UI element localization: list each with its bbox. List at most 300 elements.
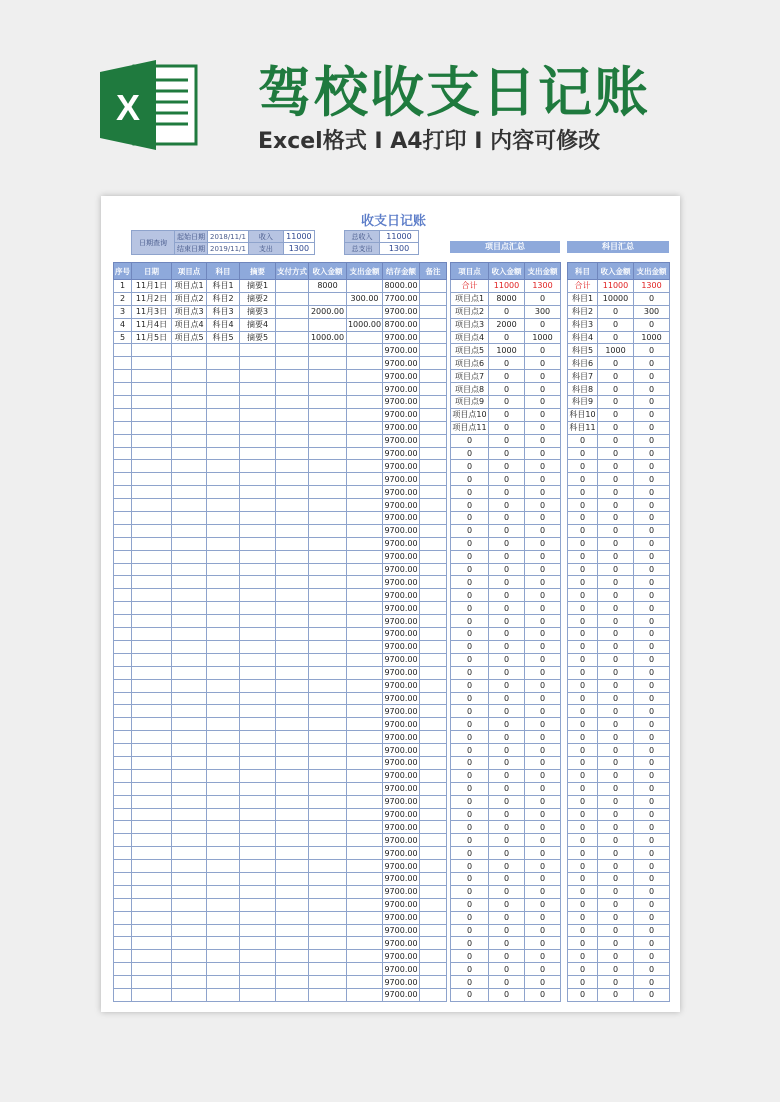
table-cell[interactable]: 0 [489, 628, 525, 641]
table-cell[interactable]: 0 [451, 847, 489, 860]
table-cell[interactable] [347, 602, 383, 615]
table-cell[interactable]: 0 [568, 576, 598, 589]
table-cell[interactable]: 0 [634, 744, 670, 757]
table-cell[interactable]: 9700.00 [384, 732, 418, 742]
table-cell[interactable]: 0 [634, 576, 670, 589]
table-cell[interactable] [240, 872, 276, 885]
table-cell[interactable] [240, 963, 276, 976]
table-cell[interactable]: 项目点3 [451, 318, 489, 331]
table-cell[interactable] [114, 512, 132, 525]
table-cell[interactable]: 0 [489, 383, 525, 396]
table-cell[interactable]: 9700.00 [384, 809, 418, 819]
table-cell[interactable] [309, 963, 347, 976]
table-cell[interactable]: 0 [451, 615, 489, 628]
table-cell[interactable]: 9700.00 [384, 822, 418, 832]
table-cell[interactable] [347, 421, 383, 434]
table-cell[interactable] [276, 499, 309, 512]
table-cell[interactable] [172, 512, 207, 525]
table-cell[interactable] [420, 963, 447, 976]
table-cell[interactable] [240, 563, 276, 576]
table-cell[interactable]: 0 [451, 524, 489, 537]
table-cell[interactable]: 0 [568, 537, 598, 550]
table-cell[interactable] [207, 537, 240, 550]
table-cell[interactable]: 0 [598, 692, 634, 705]
table-cell[interactable] [276, 305, 309, 318]
table-cell[interactable]: 科目5 [568, 344, 598, 357]
table-cell[interactable]: 0 [489, 486, 525, 499]
table-cell[interactable]: 0 [489, 602, 525, 615]
table-cell[interactable] [240, 808, 276, 821]
table-cell[interactable] [309, 718, 347, 731]
table-cell[interactable]: 0 [598, 988, 634, 1001]
table-cell[interactable]: 0 [568, 434, 598, 447]
table-cell[interactable]: 0 [598, 473, 634, 486]
table-cell[interactable] [276, 782, 309, 795]
table-cell[interactable]: 0 [451, 808, 489, 821]
table-cell[interactable] [276, 950, 309, 963]
table-cell[interactable] [240, 795, 276, 808]
table-cell[interactable] [240, 769, 276, 782]
table-cell[interactable] [347, 512, 383, 525]
table-cell[interactable] [420, 292, 447, 305]
table-cell[interactable] [309, 937, 347, 950]
table-cell[interactable]: 0 [525, 550, 561, 563]
table-cell[interactable] [420, 589, 447, 602]
table-cell[interactable]: 0 [634, 847, 670, 860]
table-cell[interactable] [132, 563, 172, 576]
table-cell[interactable] [207, 576, 240, 589]
table-cell[interactable] [347, 847, 383, 860]
table-cell[interactable]: 2 [114, 292, 132, 305]
table-cell[interactable] [309, 666, 347, 679]
table-cell[interactable] [309, 731, 347, 744]
table-cell[interactable] [207, 911, 240, 924]
table-cell[interactable] [132, 988, 172, 1001]
table-cell[interactable]: 0 [525, 473, 561, 486]
table-cell[interactable] [420, 331, 447, 344]
table-cell[interactable] [309, 950, 347, 963]
table-cell[interactable] [309, 589, 347, 602]
table-cell[interactable] [240, 383, 276, 396]
table-cell[interactable] [172, 473, 207, 486]
table-cell[interactable]: 0 [598, 860, 634, 873]
table-cell[interactable] [240, 589, 276, 602]
table-cell[interactable]: 0 [568, 950, 598, 963]
table-cell[interactable] [132, 615, 172, 628]
table-cell[interactable] [276, 460, 309, 473]
table-cell[interactable] [276, 383, 309, 396]
table-cell[interactable]: 0 [525, 808, 561, 821]
table-cell[interactable]: 科目1 [207, 280, 240, 293]
table-cell[interactable]: 0 [525, 937, 561, 950]
table-cell[interactable] [240, 550, 276, 563]
table-cell[interactable] [347, 524, 383, 537]
table-cell[interactable] [240, 950, 276, 963]
table-cell[interactable] [240, 473, 276, 486]
table-cell[interactable] [172, 860, 207, 873]
table-cell[interactable]: 0 [568, 589, 598, 602]
table-cell[interactable] [420, 615, 447, 628]
table-cell[interactable]: 0 [598, 834, 634, 847]
table-cell[interactable]: 9700.00 [384, 410, 418, 420]
table-cell[interactable] [309, 872, 347, 885]
table-cell[interactable] [420, 396, 447, 409]
table-cell[interactable] [347, 563, 383, 576]
table-cell[interactable] [240, 434, 276, 447]
table-cell[interactable] [172, 911, 207, 924]
table-cell[interactable]: 0 [489, 499, 525, 512]
table-cell[interactable] [347, 628, 383, 641]
table-cell[interactable]: 0 [489, 615, 525, 628]
table-cell[interactable]: 0 [489, 911, 525, 924]
table-cell[interactable] [309, 769, 347, 782]
table-cell[interactable] [276, 666, 309, 679]
table-cell[interactable] [309, 640, 347, 653]
table-cell[interactable]: 0 [489, 705, 525, 718]
table-cell[interactable] [207, 602, 240, 615]
table-cell[interactable]: 0 [525, 988, 561, 1001]
table-cell[interactable] [207, 744, 240, 757]
table-cell[interactable] [114, 486, 132, 499]
table-cell[interactable]: 0 [525, 344, 561, 357]
table-cell[interactable] [172, 769, 207, 782]
table-cell[interactable] [420, 834, 447, 847]
table-cell[interactable]: 摘要3 [240, 305, 276, 318]
table-cell[interactable] [347, 976, 383, 989]
table-cell[interactable]: 0 [451, 666, 489, 679]
table-cell[interactable] [132, 963, 172, 976]
table-cell[interactable] [276, 640, 309, 653]
table-cell[interactable] [114, 473, 132, 486]
table-cell[interactable]: 0 [598, 486, 634, 499]
table-cell[interactable]: 0 [525, 718, 561, 731]
table-cell[interactable] [420, 486, 447, 499]
table-cell[interactable]: 0 [451, 756, 489, 769]
table-cell[interactable]: 0 [489, 769, 525, 782]
table-cell[interactable] [347, 911, 383, 924]
table-cell[interactable] [276, 357, 309, 370]
table-cell[interactable] [207, 640, 240, 653]
table-cell[interactable]: 0 [489, 988, 525, 1001]
table-cell[interactable] [420, 937, 447, 950]
table-cell[interactable] [172, 344, 207, 357]
table-cell[interactable] [347, 795, 383, 808]
table-cell[interactable]: 0 [451, 602, 489, 615]
table-cell[interactable]: 0 [451, 718, 489, 731]
table-cell[interactable]: 0 [525, 834, 561, 847]
table-cell[interactable] [240, 705, 276, 718]
table-cell[interactable] [132, 898, 172, 911]
table-cell[interactable] [276, 834, 309, 847]
table-cell[interactable]: 0 [489, 421, 525, 434]
table-cell[interactable] [347, 434, 383, 447]
table-cell[interactable] [207, 447, 240, 460]
table-cell[interactable] [114, 524, 132, 537]
table-cell[interactable] [347, 769, 383, 782]
table-cell[interactable] [207, 692, 240, 705]
table-cell[interactable]: 9700.00 [384, 449, 418, 459]
table-cell[interactable] [420, 447, 447, 460]
table-cell[interactable] [420, 524, 447, 537]
table-cell[interactable] [114, 924, 132, 937]
table-cell[interactable]: 0 [525, 421, 561, 434]
table-cell[interactable] [420, 718, 447, 731]
table-cell[interactable]: 0 [598, 615, 634, 628]
table-cell[interactable] [420, 821, 447, 834]
table-cell[interactable]: 0 [598, 976, 634, 989]
table-cell[interactable] [132, 447, 172, 460]
table-cell[interactable] [172, 589, 207, 602]
table-cell[interactable]: 0 [598, 847, 634, 860]
table-cell[interactable]: 0 [598, 937, 634, 950]
table-cell[interactable]: 0 [568, 705, 598, 718]
table-cell[interactable]: 11月3日 [132, 305, 172, 318]
table-cell[interactable]: 0 [568, 550, 598, 563]
table-cell[interactable] [172, 898, 207, 911]
table-cell[interactable]: 0 [598, 331, 634, 344]
table-cell[interactable]: 0 [634, 292, 670, 305]
table-cell[interactable] [114, 950, 132, 963]
table-cell[interactable]: 0 [568, 834, 598, 847]
table-cell[interactable] [309, 473, 347, 486]
table-cell[interactable] [114, 370, 132, 383]
table-cell[interactable]: 0 [525, 950, 561, 963]
table-cell[interactable]: 0 [525, 524, 561, 537]
table-cell[interactable]: 0 [598, 821, 634, 834]
table-cell[interactable]: 0 [568, 692, 598, 705]
table-cell[interactable] [420, 434, 447, 447]
table-cell[interactable]: 11月5日 [132, 331, 172, 344]
table-cell[interactable] [420, 756, 447, 769]
table-cell[interactable] [172, 640, 207, 653]
table-cell[interactable] [347, 460, 383, 473]
table-cell[interactable] [347, 834, 383, 847]
table-cell[interactable] [172, 524, 207, 537]
table-cell[interactable]: 10000 [598, 292, 634, 305]
table-cell[interactable]: 0 [489, 718, 525, 731]
table-cell[interactable]: 0 [634, 937, 670, 950]
table-cell[interactable] [347, 860, 383, 873]
table-cell[interactable]: 9700.00 [384, 577, 418, 587]
table-cell[interactable]: 0 [598, 898, 634, 911]
table-cell[interactable]: 0 [634, 460, 670, 473]
table-cell[interactable]: 0 [634, 318, 670, 331]
table-cell[interactable] [420, 744, 447, 757]
table-cell[interactable] [240, 447, 276, 460]
table-cell[interactable]: 项目点7 [451, 370, 489, 383]
table-cell[interactable] [347, 331, 383, 344]
table-cell[interactable]: 0 [525, 666, 561, 679]
table-cell[interactable]: 0 [598, 872, 634, 885]
table-cell[interactable]: 0 [525, 408, 561, 421]
table-cell[interactable]: 0 [489, 434, 525, 447]
table-cell[interactable] [114, 640, 132, 653]
table-cell[interactable] [309, 396, 347, 409]
table-cell[interactable] [309, 885, 347, 898]
table-cell[interactable]: 0 [489, 782, 525, 795]
table-cell[interactable]: 8000 [309, 280, 347, 293]
start-date-value[interactable]: 2018/11/1 [208, 231, 249, 243]
table-cell[interactable] [276, 692, 309, 705]
table-cell[interactable]: 项目点1 [451, 292, 489, 305]
table-cell[interactable]: 0 [489, 937, 525, 950]
table-cell[interactable]: 0 [568, 756, 598, 769]
table-cell[interactable] [347, 473, 383, 486]
table-cell[interactable]: 0 [598, 383, 634, 396]
table-cell[interactable]: 0 [598, 705, 634, 718]
table-cell[interactable]: 1000 [525, 331, 561, 344]
table-cell[interactable] [207, 615, 240, 628]
table-cell[interactable] [309, 898, 347, 911]
table-cell[interactable]: 0 [568, 473, 598, 486]
table-cell[interactable]: 0 [525, 679, 561, 692]
table-cell[interactable]: 0 [598, 924, 634, 937]
table-cell[interactable]: 科目2 [207, 292, 240, 305]
table-cell[interactable] [240, 576, 276, 589]
table-cell[interactable] [114, 718, 132, 731]
table-cell[interactable]: 0 [568, 447, 598, 460]
table-cell[interactable] [132, 602, 172, 615]
table-cell[interactable] [347, 898, 383, 911]
table-cell[interactable] [114, 383, 132, 396]
table-cell[interactable] [240, 512, 276, 525]
table-cell[interactable]: 0 [568, 731, 598, 744]
table-cell[interactable] [240, 653, 276, 666]
table-cell[interactable]: 0 [525, 705, 561, 718]
table-cell[interactable]: 9700.00 [384, 487, 418, 497]
table-cell[interactable] [207, 396, 240, 409]
table-cell[interactable]: 9700.00 [384, 474, 418, 484]
table-cell[interactable] [240, 885, 276, 898]
table-cell[interactable] [420, 679, 447, 692]
table-cell[interactable]: 1000 [598, 344, 634, 357]
table-cell[interactable]: 0 [489, 396, 525, 409]
table-cell[interactable]: 0 [634, 344, 670, 357]
table-cell[interactable] [309, 744, 347, 757]
table-cell[interactable] [207, 486, 240, 499]
table-cell[interactable]: 9700.00 [384, 925, 418, 935]
table-cell[interactable] [309, 795, 347, 808]
table-cell[interactable]: 0 [634, 911, 670, 924]
table-cell[interactable]: 0 [525, 731, 561, 744]
table-cell[interactable] [132, 885, 172, 898]
table-cell[interactable]: 9700.00 [384, 719, 418, 729]
table-cell[interactable] [347, 396, 383, 409]
table-cell[interactable] [276, 924, 309, 937]
table-cell[interactable]: 0 [489, 963, 525, 976]
table-cell[interactable]: 0 [489, 898, 525, 911]
table-cell[interactable]: 0 [568, 512, 598, 525]
table-cell[interactable]: 0 [634, 602, 670, 615]
table-cell[interactable] [240, 744, 276, 757]
table-cell[interactable]: 0 [598, 744, 634, 757]
table-cell[interactable] [309, 628, 347, 641]
table-cell[interactable]: 科目5 [207, 331, 240, 344]
table-cell[interactable] [309, 486, 347, 499]
table-cell[interactable] [309, 434, 347, 447]
table-cell[interactable]: 0 [568, 847, 598, 860]
table-cell[interactable] [347, 447, 383, 460]
table-cell[interactable] [420, 640, 447, 653]
table-cell[interactable]: 0 [489, 640, 525, 653]
table-cell[interactable] [172, 653, 207, 666]
table-cell[interactable] [347, 885, 383, 898]
table-cell[interactable] [114, 795, 132, 808]
table-cell[interactable] [172, 924, 207, 937]
table-cell[interactable]: 0 [525, 692, 561, 705]
table-cell[interactable]: 0 [525, 537, 561, 550]
table-cell[interactable] [172, 705, 207, 718]
table-cell[interactable] [172, 782, 207, 795]
table-cell[interactable] [172, 976, 207, 989]
table-cell[interactable] [276, 292, 309, 305]
table-cell[interactable]: 项目点3 [172, 305, 207, 318]
table-cell[interactable] [276, 576, 309, 589]
table-cell[interactable] [114, 408, 132, 421]
table-cell[interactable]: 8700.00 [384, 320, 418, 330]
table-cell[interactable] [207, 834, 240, 847]
table-cell[interactable] [240, 486, 276, 499]
table-cell[interactable] [276, 589, 309, 602]
table-cell[interactable]: 科目8 [568, 383, 598, 396]
table-cell[interactable]: 0 [634, 860, 670, 873]
table-cell[interactable] [420, 872, 447, 885]
table-cell[interactable]: 9700.00 [384, 693, 418, 703]
table-cell[interactable] [240, 460, 276, 473]
table-cell[interactable]: 0 [525, 615, 561, 628]
table-cell[interactable] [207, 563, 240, 576]
table-cell[interactable]: 0 [634, 872, 670, 885]
table-cell[interactable] [276, 447, 309, 460]
table-cell[interactable] [114, 756, 132, 769]
table-cell[interactable]: 9700.00 [384, 590, 418, 600]
table-cell[interactable] [132, 524, 172, 537]
table-cell[interactable] [114, 550, 132, 563]
table-cell[interactable] [207, 924, 240, 937]
table-cell[interactable]: 0 [598, 512, 634, 525]
table-cell[interactable]: 0 [598, 602, 634, 615]
table-cell[interactable]: 0 [568, 898, 598, 911]
table-cell[interactable] [309, 615, 347, 628]
table-cell[interactable] [240, 499, 276, 512]
table-cell[interactable] [309, 460, 347, 473]
table-cell[interactable] [207, 460, 240, 473]
table-cell[interactable] [276, 280, 309, 293]
table-cell[interactable] [114, 872, 132, 885]
table-cell[interactable]: 0 [451, 550, 489, 563]
table-cell[interactable] [240, 756, 276, 769]
table-cell[interactable] [114, 357, 132, 370]
table-cell[interactable] [276, 847, 309, 860]
table-cell[interactable] [347, 872, 383, 885]
table-cell[interactable]: 0 [634, 524, 670, 537]
table-cell[interactable] [276, 550, 309, 563]
table-cell[interactable] [276, 524, 309, 537]
table-cell[interactable]: 0 [598, 653, 634, 666]
table-cell[interactable]: 0 [451, 679, 489, 692]
table-cell[interactable] [420, 473, 447, 486]
table-cell[interactable]: 0 [568, 628, 598, 641]
table-cell[interactable] [347, 344, 383, 357]
table-cell[interactable]: 0 [525, 383, 561, 396]
table-cell[interactable] [347, 280, 383, 293]
table-cell[interactable]: 9700.00 [384, 603, 418, 613]
table-cell[interactable] [276, 563, 309, 576]
table-cell[interactable] [276, 988, 309, 1001]
table-cell[interactable]: 0 [598, 537, 634, 550]
table-cell[interactable]: 0 [598, 628, 634, 641]
table-cell[interactable] [420, 408, 447, 421]
